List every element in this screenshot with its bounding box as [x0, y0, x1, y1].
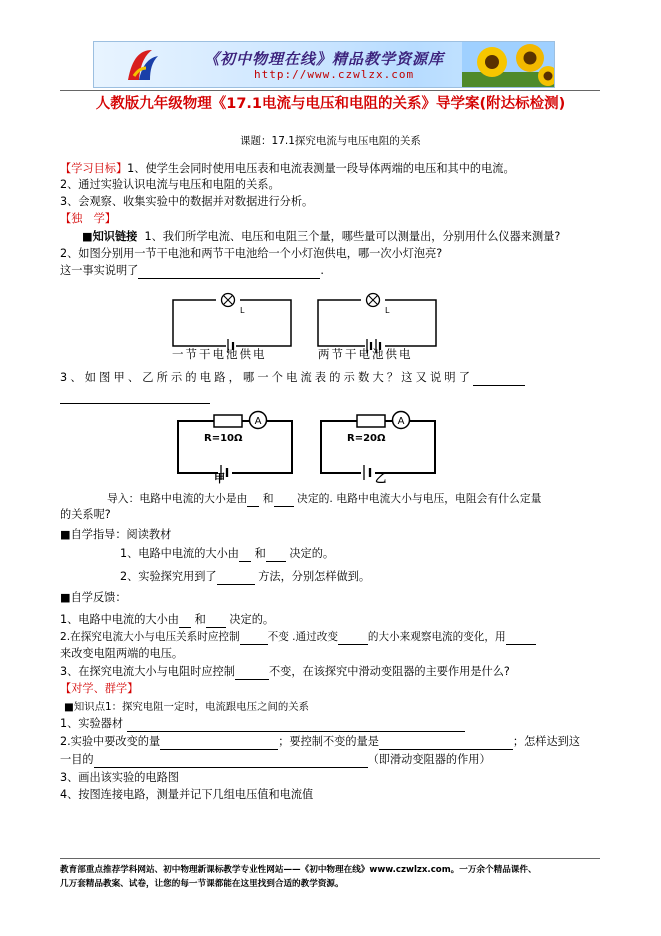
guide-item-2-a: 2、实验探究用到了	[120, 570, 217, 583]
intro-text-c: 决定的. 电路中电流大小与电压，电阻会有什么定量	[297, 492, 542, 505]
answer-blank[interactable]	[473, 373, 525, 386]
answer-blank[interactable]	[179, 615, 191, 628]
question-2: 2、如图分别用一节干电池和两节干电池给一个小灯泡供电，哪一次小灯泡亮?	[60, 247, 443, 260]
sunflower-image	[462, 42, 554, 87]
pair-item-2-a: 2.实验中要改变的量	[60, 735, 161, 748]
goal-item-3: 3、会观察、收集实验中的数据并对数据进行分析。	[60, 195, 314, 208]
ammeter-label: A	[254, 416, 262, 427]
circuit-b-caption: 乙	[375, 472, 387, 485]
goal-item-1: 1、使学生会同时使用电压表和电流表测量一段导体两端的电压和其中的电流。	[127, 162, 515, 175]
feedback-item-3-a: 3、在探究电流大小与电阻时应控制	[60, 665, 235, 678]
answer-blank[interactable]	[217, 572, 255, 585]
feedback-item-1	[60, 612, 274, 628]
pair-item-2-d: 一目的	[60, 753, 94, 766]
ammeter-label: A	[397, 416, 405, 427]
lamp-label: L	[385, 306, 390, 315]
banner-url[interactable]: http://www.czwlzx.com	[254, 68, 415, 81]
feedback-item-1-c: 决定的。	[229, 613, 275, 626]
intro-line	[107, 491, 541, 507]
answer-blank[interactable]	[127, 719, 465, 732]
answer-blank[interactable]	[240, 632, 268, 645]
pair-item-2-e: （即滑动变阻器的作用）	[367, 753, 491, 766]
knowledge-link-prefix: ■知识链接	[82, 230, 138, 243]
header-rule	[60, 90, 600, 91]
feedback-item-2-a: 2.在探究电流大小与电压关系时应控制	[60, 631, 240, 643]
intro-text-d: 的关系呢?	[60, 508, 111, 521]
answer-blank[interactable]	[338, 632, 368, 645]
resistor-label-b: R=20Ω	[347, 433, 386, 444]
pair-item-4: 4、按图连接电路，测量并记下几组电压值和电流值	[60, 788, 314, 801]
self-study-label: 【独 学】	[60, 212, 116, 225]
answer-blank[interactable]	[60, 391, 210, 404]
guide-item-2-b: 方法，分别怎样做到。	[258, 570, 371, 583]
pair-item-1	[60, 716, 465, 732]
feedback-item-3	[60, 664, 510, 680]
knowledge-link-q1	[82, 229, 560, 245]
pair-item-2d	[60, 752, 491, 768]
guide-item-1-b: 和	[254, 547, 266, 560]
pair-item-1-text: 1、实验器材	[60, 717, 124, 730]
footer-line-2: 几万套精品教案、试卷，让您的每一节课都能在这里找到合适的教学资源。	[60, 879, 344, 889]
guide-item-1-a: 1、电路中电流的大小由	[120, 547, 239, 560]
guide-item-1-c: 决定的。	[289, 547, 335, 560]
pair-item-2-b: ；要控制不变的量是	[278, 735, 379, 748]
logo-icon	[122, 46, 162, 84]
header-banner	[93, 41, 555, 88]
question-3-text: 3、如图甲、乙所示的电路，哪一个电流表的示数大？这又说明了	[60, 371, 474, 384]
answer-blank[interactable]	[235, 667, 269, 680]
question-3-continuation	[60, 388, 210, 404]
intro-text-a: 导入：电路中电流的大小是由	[107, 492, 248, 505]
feedback-item-1-b: 和	[194, 613, 206, 626]
pair-item-2	[60, 734, 580, 750]
guide-item-2	[120, 569, 370, 585]
feedback-item-2d: 来改变电阻两端的电压。	[60, 647, 184, 660]
pair-item-2-c: ；怎样达到这	[512, 735, 581, 748]
lamp-label: L	[240, 306, 245, 315]
guide-heading: ■自学指导：阅读教材	[60, 528, 172, 541]
question-2b: 这一事实说明了 .	[60, 264, 324, 277]
feedback-item-2-c: 的大小来观察电流的变化，用	[367, 631, 506, 643]
circuit-a-caption: 甲	[214, 472, 226, 485]
answer-blank[interactable]	[138, 266, 320, 279]
lesson-topic: 课题：17.1探究电流与电压电阻的关系	[240, 135, 421, 147]
answer-blank[interactable]	[379, 737, 513, 750]
document-title: 人教版九年级物理《17.1电流与电压和电阻的关系》导学案(附达标检测)	[95, 96, 566, 112]
resistor-icon	[214, 415, 242, 427]
circuit-a	[172, 408, 298, 488]
answer-blank[interactable]	[506, 632, 536, 645]
answer-blank[interactable]	[206, 615, 226, 628]
question-1: 1、我们所学电流、电压和电阻三个量，哪些量可以测量出，分别用什么仪器来测量?	[144, 230, 561, 243]
feedback-item-2	[60, 629, 536, 645]
pair-item-3: 3、画出该实验的电路图	[60, 771, 179, 784]
goal-item-2: 2、通过实验认识电流与电压和电阻的关系。	[60, 178, 280, 191]
pair-study-label: 【对学、群学】	[60, 682, 139, 695]
feedback-item-1-a: 1、电路中电流的大小由	[60, 613, 179, 626]
feedback-item-2-b: 不变 .通过改变	[267, 631, 338, 643]
circuit-one-battery-caption: 一节干电池供电	[172, 347, 267, 361]
footer-line-1: 教育部重点推荐学科网站、初中物理新课标教学专业性网站——《初中物理在线》www.czwlzx.com。一万余个精品课件、	[60, 865, 537, 875]
answer-blank[interactable]	[274, 494, 294, 507]
question-2b-text: 这一事实说明了	[60, 264, 139, 277]
goals-line-1	[60, 161, 515, 177]
goals-label: 【学习目标】	[60, 162, 128, 175]
question-3	[60, 370, 525, 386]
resistor-label-a: R=10Ω	[204, 433, 243, 444]
answer-blank[interactable]	[266, 549, 286, 562]
resistor-icon	[357, 415, 385, 427]
answer-blank[interactable]	[94, 755, 368, 768]
circuit-two-batteries-caption: 两节干电池供电	[318, 347, 413, 361]
intro-text-b: 和	[262, 492, 274, 505]
banner-title: 《初中物理在线》精品教学资源库	[204, 50, 445, 68]
guide-item-1	[120, 546, 334, 562]
feedback-heading: ■自学反馈：	[60, 591, 127, 604]
knowledge-point-1: ■知识点1：探究电阻一定时，电流跟电压之间的关系	[64, 701, 310, 713]
answer-blank[interactable]	[239, 549, 251, 562]
answer-blank[interactable]	[247, 494, 259, 507]
footer-rule	[60, 858, 600, 859]
feedback-item-3-b: 不变，在该探究中滑动变阻器的主要作用是什么?	[268, 665, 510, 678]
answer-blank[interactable]	[160, 737, 278, 750]
